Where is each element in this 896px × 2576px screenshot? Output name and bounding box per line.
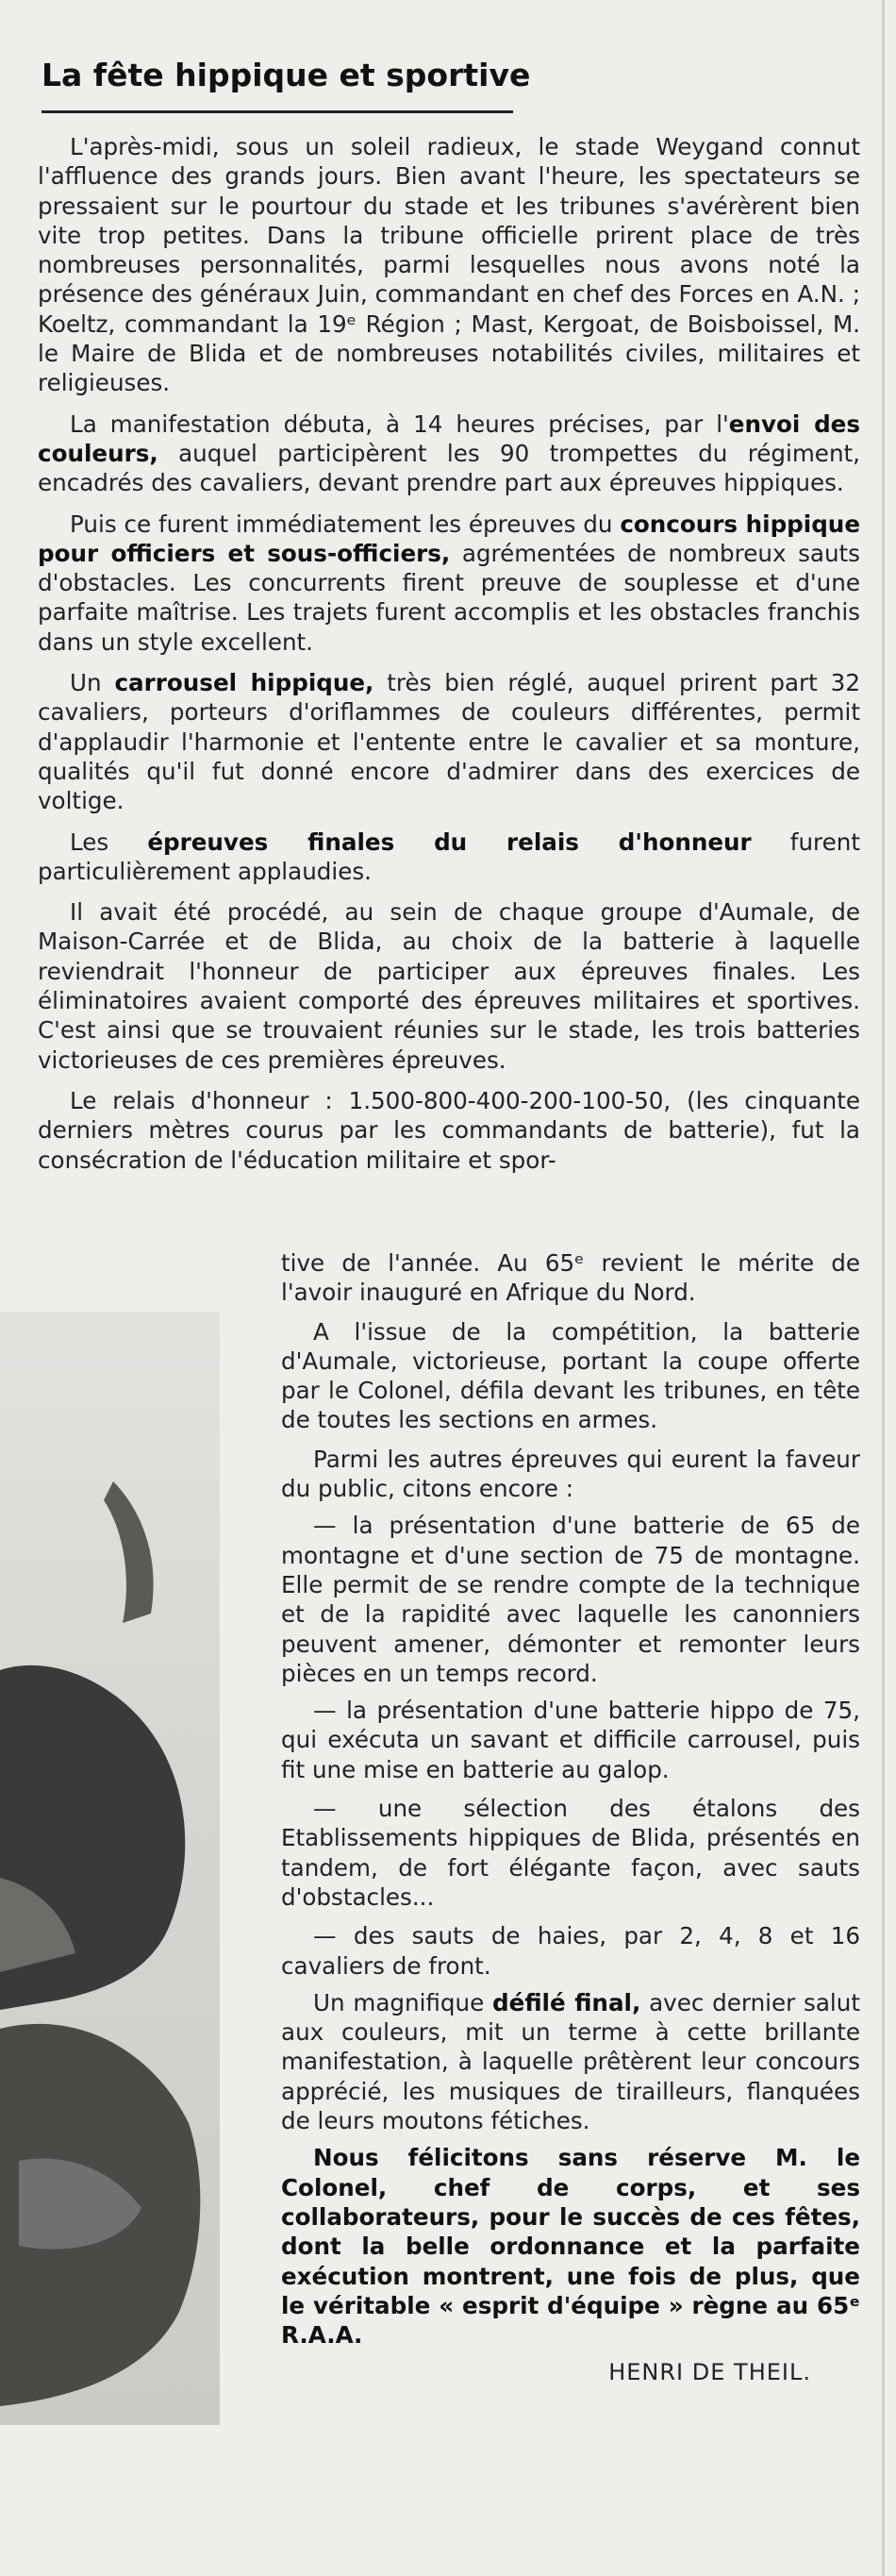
text-run: auquel participèrent les 90 trompettes du régiment, encadrés des cavaliers, devant prendre part aux épreuves hippiques. xyxy=(38,439,860,497)
bold-run: épreuves finales du relais d'honneur xyxy=(147,828,752,856)
text-run: Un magnifique xyxy=(313,1988,493,2016)
paragraph-colors xyxy=(38,410,860,498)
bold-run: concours hippique pour officiers et sous-officiers, xyxy=(38,510,860,567)
bold-run: défilé final, xyxy=(492,1988,641,2016)
article-body-right-column xyxy=(281,1248,860,2350)
text-run: furent particulièrement applaudies. xyxy=(38,828,860,885)
paragraph-selection: Il avait été procédé, au sein de chaque groupe d'Aumale, de Maison-Carrée et de Blida, au choix de la batterie à laquelle reviendrait l'honneur de participer aux épreuves finales. Les éliminatoires avaient comporté des épreuves militaires et sportives. C'est ainsi que se trouvaient réunies sur le stade, les trois batteries victorieuses de ces premières épreuves. xyxy=(38,898,860,1074)
text-run: Puis ce furent immédiatement les épreuves du xyxy=(70,510,621,538)
text-run: agrémentées de nombreux sauts d'obstacles. Les concurrents firent preuve de souplesse et d'une parfaite maîtrise. Les trajets furent accomplis et les obstacles franchis dans un style excellent. xyxy=(38,539,861,656)
text-run: Un xyxy=(70,669,115,697)
paragraph-montagne: — la présentation d'une batterie de 65 de montagne et d'une section de 75 de montagne. Elle permit de se rendre compte de la technique et de la rapidité avec laquelle les canonniers peuvent amener, démonter et remonter leurs pièces en un temps record. xyxy=(281,1512,860,1687)
paragraph-arrival: L'après-midi, sous un soleil radieux, le stade Weygand connut l'affluence des grands jours. Bien avant l'heure, les spectateurs se pressaient sur le pourtour du stade et les tribunes s'avérèrent bien vite trop petites. Dans la tribune officielle prirent place de très nombreuses personnalités, parmi lesquelles nous avons noté la présence des généraux Juin, commandant en chef des Forces en A.N. ; Koeltz, commandant la 19ᵉ Région ; Mast, Kergoat, de Boisboissel, M. le Maire de Blida et de nombreuses notabilités civiles, militaires et religieuses. xyxy=(38,133,860,397)
cavalry-photo xyxy=(0,1312,220,2425)
paragraph-relais: Le relais d'honneur : 1.500-800-400-200-100-50, (les cinquante derniers mètres courus par les commandants de batterie), fut la consécration de l'éducation militaire et spor- xyxy=(38,1086,860,1174)
bold-run: carrousel hippique, xyxy=(114,669,374,697)
paragraph-defile xyxy=(281,1988,860,2135)
paragraph-coupe: A l'issue de la compétition, la batterie d'Aumale, victorieuse, portant la coupe offerte par le Colonel, défila devant les tribunes, en tête de toutes les sections en armes. xyxy=(281,1317,860,1434)
bold-run: envoi des couleurs, xyxy=(38,410,860,467)
photo-figure-icon xyxy=(0,1312,220,2425)
text-run: avec dernier salut aux couleurs, mit un terme à cette brillante manifestation, à laquelle prêtèrent leur concours apprécié, les musiques de tirailleurs, flanquées de leurs moutons fétiches. xyxy=(281,1988,860,2135)
paragraph-felicitations: Nous félicitons sans réserve M. le Colonel, chef de corps, et ses collaborateurs, pour le succès de ces fêtes, dont la belle ordonnance et la parfaite exécution montrent, une fois de plus, que le véritable « esprit d'équipe » règne au 65ᵉ R.A.A. xyxy=(281,2144,860,2350)
paragraph-etalons: — une sélection des étalons des Etablissements hippiques de Blida, présentés en tandem, de fort élégante façon, avec sauts d'obstacles... xyxy=(281,1795,860,1911)
paragraph-relais-cont: tive de l'année. Au 65ᵉ revient le mérite de l'avoir inauguré en Afrique du Nord. xyxy=(281,1249,860,1307)
article-body-full-width xyxy=(38,132,860,1175)
paragraph-haies: — des sauts de haies, par 2, 4, 8 et 16 cavaliers de front. xyxy=(281,1922,860,1980)
text-run: Les xyxy=(70,828,148,856)
title-underline xyxy=(41,110,513,113)
paragraph-finales xyxy=(38,828,860,887)
paragraph-autres: Parmi les autres épreuves qui eurent la faveur du public, citons encore : xyxy=(281,1445,860,1503)
article-title: La fête hippique et sportive xyxy=(41,57,531,93)
paragraph-concours xyxy=(38,510,860,657)
paragraph-carrousel xyxy=(38,668,860,815)
text-run: très bien réglé, auquel prirent part 32 cavaliers, porteurs d'oriflammes de couleurs différentes, permit d'applaudir l'harmonie et l'entente entre le cavalier et sa monture, qualités qu'il fut donné encore d'admirer dans des exercices de voltige. xyxy=(38,669,860,815)
paragraph-hippo: — la présentation d'une batterie hippo de 75, qui exécuta un savant et difficile carrousel, puis fit une mise en batterie au galop. xyxy=(281,1697,860,1783)
text-run: La manifestation débuta, à 14 heures précises, par l' xyxy=(70,410,729,438)
author-signature: HENRI DE THEIL. xyxy=(608,2359,811,2385)
page-edge xyxy=(882,0,885,2576)
